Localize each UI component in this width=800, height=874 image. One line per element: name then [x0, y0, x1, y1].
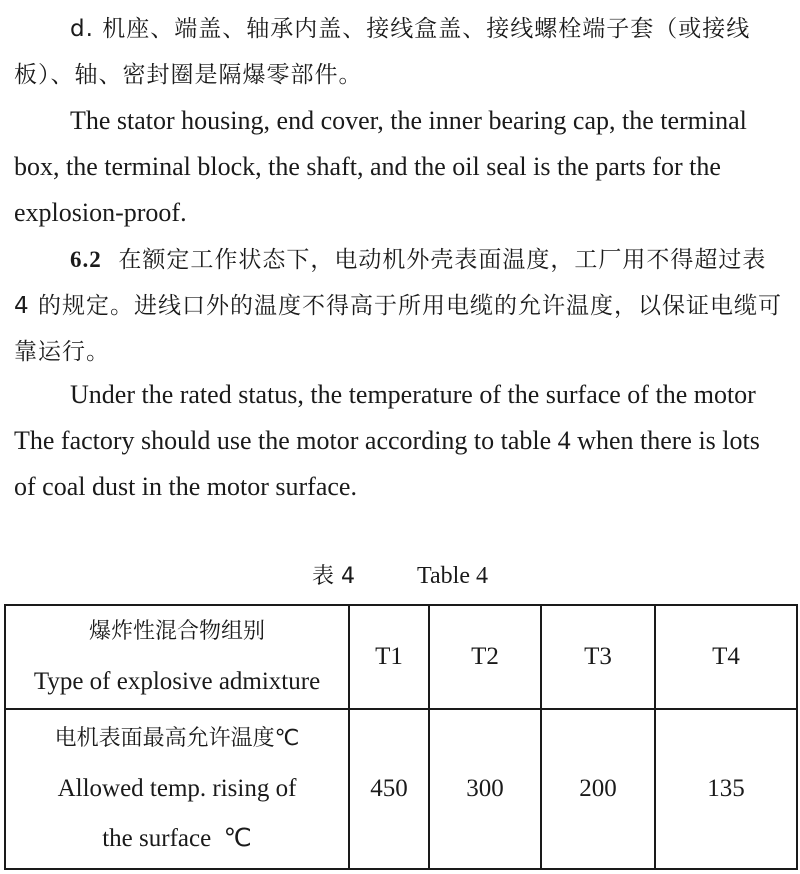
group-t3-header: T3	[541, 605, 655, 709]
section-number: 6.2	[70, 247, 102, 272]
value-t2: 300	[429, 709, 541, 869]
value-t3: 200	[541, 709, 655, 869]
row-label-en-line-2: the surface ℃	[102, 825, 252, 852]
value-t1: 450	[349, 709, 429, 869]
paragraph-cn-section-6-2	[14, 237, 786, 375]
group-t4-header: T4	[655, 605, 797, 709]
group-t1-header: T1	[349, 605, 429, 709]
table-caption-cn: 表 4	[312, 564, 356, 589]
table-caption-en: Table 4	[417, 563, 488, 589]
paragraph-en-section-6-2: Under the rated status, the temperature of the surface of the motor The factory should use the motor according to table 4 when there is lots of coal dust in the motor surface.	[14, 380, 782, 501]
paragraph-cn-item-d: d. 机座、端盖、轴承内盖、接线盒盖、接线螺栓端子套（或接线板）、轴、密封圈是隔爆零部件。	[14, 16, 751, 88]
value-t4: 135	[655, 709, 797, 869]
table-value-row	[5, 709, 797, 869]
temperature-table	[4, 604, 798, 870]
row-label-en-line-1: Allowed temp. rising of	[57, 775, 297, 802]
paragraph-en-item-d: The stator housing, end cover, the inner bearing cap, the terminal box, the terminal block, the shaft, and the oil seal is the parts for the explosion-proof.	[14, 106, 747, 227]
header-label-cn: 爆炸性混合物组别	[88, 619, 265, 644]
header-label-en: Type of explosive admixture	[33, 668, 321, 695]
table-header-row	[5, 605, 797, 709]
table-caption	[0, 556, 800, 597]
row-label-cell	[5, 709, 349, 869]
group-t2-header: T2	[429, 605, 541, 709]
row-label-cn: 电机表面最高允许温度℃	[54, 726, 300, 751]
header-label-cell	[5, 605, 349, 709]
section-6-2-text: 在额定工作状态下，电动机外壳表面温度，工厂用不得超过表 4 的规定。进线口外的温度不得高于所用电缆的允许温度，以保证电缆可靠运行。	[14, 247, 782, 365]
